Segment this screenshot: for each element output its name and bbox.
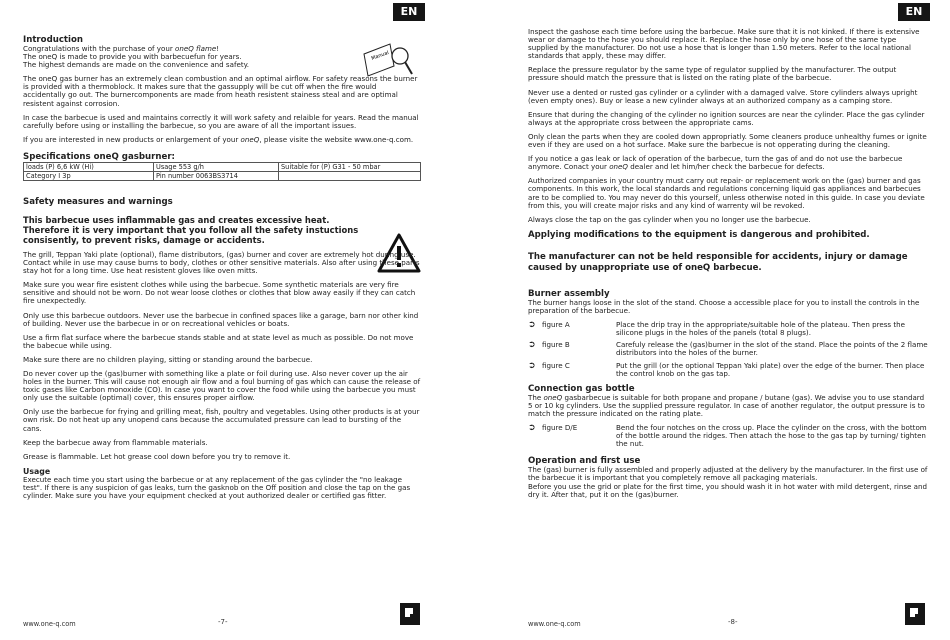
regulator-paragraph: Replace the pressure regulator by the same type of regulator supplied by the manufacturer. The output pressure should match the pressure that is listed on the rating plate of the barbecue. — [528, 65, 897, 83]
table-cell: Pin number 0063BS3714 — [154, 171, 279, 180]
language-badge: EN — [393, 3, 425, 21]
repair-paragraph: Authorized companies in your country must carry out repair- or replacement work on the (gas) burner and gas components. In this work, the local standards and regulations concerning liquid gas appliances and barbecues are to be complied to. You may never do this yourself, unless otherwise noted in this guide. In case you deviate from this, you will create major risks and any kind of warrenty wil be revoked. — [528, 176, 925, 210]
safety-paragraph-1: The grill, Teppan Yaki plate (optional), flame distributors, (gas) burner and cover are extremely hot during use. Contact while in use may cause burns to body, clothes or other sensitive materials. Also after using these parts stay hot for a long time. Use heat resistent gloves like oven mitts. — [23, 249, 420, 276]
table-cell: Category I 3p — [24, 171, 154, 180]
cylinder-paragraph: Never use a dented or rusted gas cylinder or a cylinder with a damaged valve. Store cylinders always upright (even empty ones). Buy or lease a new cylinder always at an authorized company as a camping store. — [528, 87, 918, 105]
figure-description: Carefuly release the (gas)burner in the slot of the stand. Place the points of the 2 flame distributors into the holes of the burner. — [616, 340, 928, 358]
table-row — [24, 162, 421, 171]
safety-paragraph-8: Keep the barbecue away from flammable materials. — [23, 437, 208, 447]
intro-heading: Introduction — [23, 35, 84, 45]
gas-leak-paragraph: If you notice a gas leak or lack of operation of the barbecue, turn the gas of and do not use the barbecue anymore. Conact your oneQ dealer and let him/her check the barbecue for defects. — [528, 154, 903, 172]
arrow-right-icon: ➲ — [528, 360, 536, 371]
safety-paragraph-2: Make sure you wear fire esistent clothes while using the barbecue. Some synthetic materials are very fire sensitive and should not be worn. Do not wear loose clothes or clothes that blow away easily if they can catch fire unexpectedly. — [23, 280, 416, 306]
page-number: -8- — [728, 618, 738, 626]
figure-b-step — [528, 341, 928, 357]
safety-heading: Safety measures and warnings — [23, 196, 173, 207]
safety-paragraph-3: Only use this barbecue outdoors. Never use the barbecue in confined spaces like a garage, barn nor other kind of building. Never use the barbecue in or on recreational vehicles or boats. — [23, 310, 419, 328]
table-cell: loads (P) 6,6 kW (Hi) — [24, 162, 154, 171]
operation-heading: Operation and first use — [528, 456, 641, 467]
table-row — [24, 171, 421, 180]
figure-label: figure B — [542, 340, 570, 350]
ignition-paragraph: Ensure that during the changing of the cylinder no ignition sources are near the cylinder. Place the gas cylinder always at the appropriate cross between the appropriate cams. — [528, 109, 925, 127]
table-cell: Suitable for (P) G31 - 50 mbar — [279, 162, 421, 171]
safety-paragraph-5: Make sure there are no children playing, sitting or standing around the barbecue. — [23, 354, 313, 364]
figure-c-step — [528, 362, 928, 378]
safety-paragraph-7: Only use the barbecue for frying and grilling meat, fish, poultry and vegetables. Using other products is at your own risk. Do not heat up any unopend cans because the accumulated pressure can lead to bursting of the cans. — [23, 407, 420, 433]
close-tap-paragraph: Always close the tap on the gas cylinder when you no longer use the barbecue. — [528, 214, 811, 224]
footer-url[interactable]: www.one-q.com — [528, 620, 581, 628]
language-badge: EN — [898, 3, 930, 21]
usage-heading: Usage — [23, 466, 51, 476]
operation-paragraph: The (gas) burner is fully assembled and properly adjusted at the delivery by the manufacturer. In the first use of the barbecue it is important that you completely remove all packaging materials. Before you use the grid or plate for the first time, you should wash it in hot water with mild detergent, rinse and dry it. After that, put it on the (gas)burner. — [528, 465, 928, 499]
safety-paragraph-4: Use a firm flat surface where the barbecue stands stable and at state level as much as possible. Do not move the babecue while using. — [23, 332, 414, 350]
table-cell — [279, 171, 421, 180]
liability-warning: The manufacturer can not be held responsible for accidents, injury or damage caused by unappropriate use of oneQ barbecue. — [528, 252, 908, 273]
intro-paragraph-3: In case the barbecue is used and maintains correctly it will work safety and relaible for years. Read the manual carefully before using or installing the barbecue, so you are aware of all the important issues. — [23, 112, 419, 130]
left-content — [23, 35, 421, 506]
cleaning-paragraph: Only clean the parts when they are cooled down appropriatly. Some cleaners produce unhealthy fumes or ignite even if they are used on a hot surface. Make sure the barbecue is not opperating during the cleaning. — [528, 131, 927, 150]
safety-paragraph-9: Grease is flammable. Let hot grease cool down before you try to remove it. — [23, 451, 291, 461]
oneq-logo — [905, 603, 925, 625]
intro-paragraph-2: The oneQ gas burner has an extremely clean combustion and an optimal airflow. For safety reasons the burner is provided with a thermoblock. It makes sure that the gassupply will be cut off when the fire would accidentally go out. The burnercomponents are made from heath resistent stainess steal and are optimal resistent against corrosion. — [23, 74, 418, 108]
footer-url[interactable]: www.one-q.com — [23, 620, 76, 628]
usage-paragraph-1: Execute each time you start using the barbecue or at any replacement of the gas cylinder the "no leakage test". If there is any suspicion of gas leaks, turn the gasknob on the Off position and close the tap on the gas cylinder. Make sure you have your equipment checked at yout authorized dealer or certified gas fitter. — [23, 474, 411, 500]
arrow-right-icon: ➲ — [528, 320, 536, 331]
spec-heading: Specifications oneQ gasburner: — [23, 151, 175, 162]
spec-table — [23, 162, 421, 181]
modification-warning: Applying modifications to the equipment is dangerous and prohibited. — [528, 229, 870, 240]
figure-de-step — [528, 424, 928, 448]
figure-label: figure A — [542, 320, 570, 330]
hose-paragraph: Inspect the gashose each time before using the barbecue. Make sure that it is not kinked. If there is extensive wear or damage to the hose you should replace it. Replace the hose only by one hose of the same type supplied by the manufacturer. Do not use a hose that is longer than 1.50 meters. Refer to the local national standards that apply, these may differ. — [528, 27, 920, 61]
connection-intro: The oneQ gasbarbecue is suitable for both propane and propane / butane (gas). We advise you to use standard 5 or 10 kg cylinders. Use the supplied pressure regulator. In case of another regulator, the output pressure is to match the pressure indicated on the rating plate. — [528, 392, 925, 418]
figure-description: Bend the four notches on the cross up. Place the cylinder on the cross, with the bottom of the bottle around the ridges. Then attach the hose to the gas tap by turning/ tighten the nut. — [616, 423, 927, 449]
intro-paragraph-4: If you are interested in new products or enlargement of your oneQ, please visite the website www.one-q.com. — [23, 134, 414, 144]
oneq-logo — [400, 603, 420, 625]
safety-warning: This barbecue uses inflammable gas and creates excessive heat. Therefore it is very important that you follow all the safety instuctions consisently, to prevent risks, damage or accidents. — [23, 214, 359, 245]
right-page — [475, 0, 950, 640]
page-number: -7- — [218, 618, 228, 626]
figure-label: figure D/E — [542, 423, 578, 433]
right-content — [528, 28, 928, 505]
figure-description: Put the grill (or the optional Teppan Yaki plate) over the edge of the burner. Then place the control knob on the gas tap. — [616, 360, 925, 378]
burner-heading: Burner assembly — [528, 289, 610, 299]
figure-description: Place the drip tray in the appropriate/suitable hole of the plateau. Then press the silicone plugs in the holes of the panels (total 8 plugs). — [616, 320, 905, 338]
svg-text:Manual: Manual — [370, 50, 390, 62]
figure-a-step — [528, 321, 928, 337]
figure-label: figure C — [542, 360, 570, 370]
intro-paragraph-1: Congratulations with the purchase of your oneQ flame! The oneQ is made to provide you with barbecuefun for years. The highest demands are made on the convenience and safety. — [23, 44, 250, 70]
safety-paragraph-6: Do never cover up the (gas)burner with something like a plate or foil during use. Also never cover up the air holes in the burner. This will cause not enough air flow and a foul burning of gas which can cause the release of toxic gases like Carbon monoxide (CO). In case you want to cover the food while using the barbecue you must only use the suitable (optimal) cover, this ensures proper airflow. — [23, 368, 421, 403]
burner-intro: The burner hangs loose in the slot of the stand. Choose a accessible place for you to install the controls in the preparation of the barbecue. — [528, 298, 920, 316]
arrow-right-icon: ➲ — [528, 423, 536, 434]
table-cell: Usage 553 g/h — [154, 162, 279, 171]
connection-heading: Connection gas bottle — [528, 383, 635, 394]
arrow-right-icon: ➲ — [528, 340, 536, 351]
